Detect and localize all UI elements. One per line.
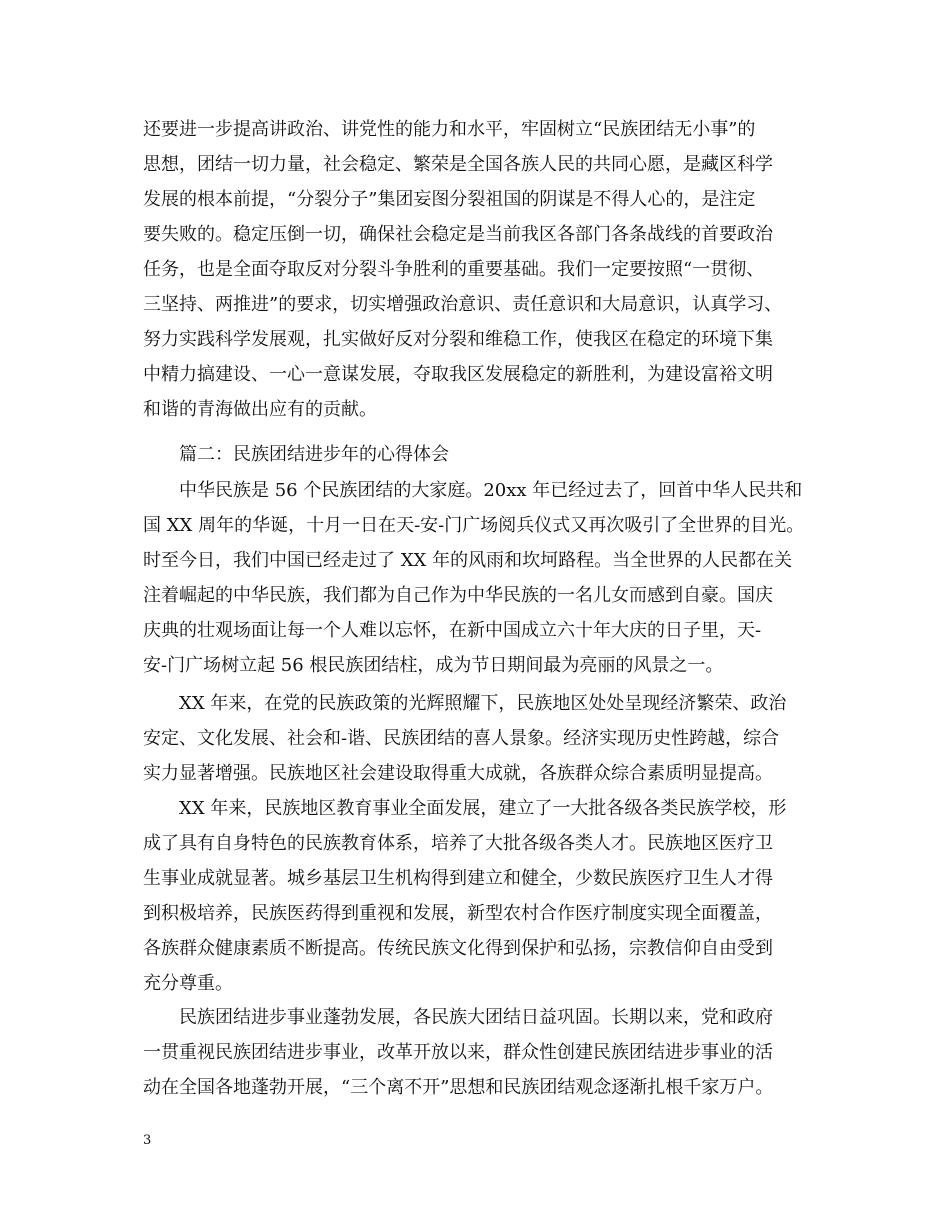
body-paragraph — [143, 473, 833, 683]
text-line: 国 XX 周年的华诞，十月一日在天-安-门广场阅兵仪式又再次吸引了全世界的目光。 — [143, 515, 805, 536]
text-line: 生事业成就显著。城乡基层卫生机构得到建立和健全，少数民族医疗卫生人才得 — [143, 868, 773, 889]
body-paragraph — [143, 1000, 833, 1105]
text-line: 中华民族是 56 个民族团结的大家庭。20xx 年已经过去了，回首中华人民共和 — [143, 480, 803, 501]
body-paragraph — [143, 686, 833, 791]
text-line: 要失败的。稳定压倒一切，确保社会稳定是当前我区各部门各条战线的首要政治 — [143, 224, 773, 245]
body-paragraph — [143, 791, 833, 1001]
text-line: 各族群众健康素质不断提高。传统民族文化得到保护和弘扬，宗教信仰自由受到 — [143, 938, 773, 959]
text-line: 思想，团结一切力量，社会稳定、繁荣是全国各族人民的共同心愿，是藏区科学 — [143, 154, 773, 175]
text-line: 发展的根本前提，“分裂分子”集团妄图分裂祖国的阴谋是不得人心的，是注定 — [143, 189, 756, 210]
text-line: 任务，也是全面夺取反对分裂斗争胜利的重要基础。我们一定要按照“一贯彻、 — [143, 259, 765, 280]
text-line: 安定、文化发展、社会和-谐、民族团结的喜人景象。经济实现历史性跨越，综合 — [143, 728, 780, 749]
text-line: 和谐的青海做出应有的贡献。 — [143, 399, 377, 420]
text-line: 还要进一步提高讲政治、讲党性的能力和水平，牢固树立“民族团结无小事”的 — [143, 119, 756, 140]
text-line: 时至今日，我们中国已经走过了 XX 年的风雨和坎坷路程。当全世界的人民都在关 — [143, 550, 793, 571]
text-line: 充分尊重。 — [143, 973, 233, 994]
text-line: XX 年来，在党的民族政策的光辉照耀下，民族地区处处呈现经济繁荣、政治 — [143, 693, 787, 714]
text-line: 一贯重视民族团结进步事业，改革开放以来，群众性创建民族团结进步事业的活 — [143, 1042, 773, 1063]
text-line: 安-门广场树立起 56 根民族团结柱，成为节日期间最为亮丽的风景之一。 — [143, 655, 724, 676]
text-line: 实力显著增强。民族地区社会建设取得重大成就，各族群众综合素质明显提高。 — [143, 763, 773, 784]
body-paragraph — [143, 112, 833, 427]
section-heading — [143, 437, 833, 472]
text-line: XX 年来，民族地区教育事业全面发展，建立了一大批各级各类民族学校，形 — [143, 798, 787, 819]
text-line: 成了具有自身特色的民族教育体系，培养了大批各级各类人才。民族地区医疗卫 — [143, 833, 773, 854]
page-number: 3 — [143, 1133, 152, 1148]
text-line: 动在全国各地蓬勃开展，“三个离不开”思想和民族团结观念逐渐扎根千家万户。 — [143, 1077, 774, 1098]
text-line: 民族团结进步事业蓬勃发展，各民族大团结日益巩固。长期以来，党和政府 — [143, 1007, 773, 1028]
text-line: 篇二：民族团结进步年的心得体会 — [143, 444, 449, 465]
text-line: 三坚持、两推进”的要求，切实增强政治意识、责任意识和大局意识，认真学习、 — [143, 294, 783, 315]
text-line: 到积极培养，民族医药得到重视和发展，新型农村合作医疗制度实现全面覆盖， — [143, 903, 773, 924]
text-line: 庆典的壮观场面让每一个人难以忘怀，在新中国成立六十年大庆的日子里，天- — [143, 620, 762, 641]
text-line: 注着崛起的中华民族，我们都为自己作为中华民族的一名儿女而感到自豪。国庆 — [143, 585, 773, 606]
text-line: 中精力搞建设、一心一意谋发展，夺取我区发展稳定的新胜利，为建设富裕文明 — [143, 364, 773, 385]
text-line: 努力实践科学发展观，扎实做好反对分裂和维稳工作，使我区在稳定的环境下集 — [143, 329, 773, 350]
